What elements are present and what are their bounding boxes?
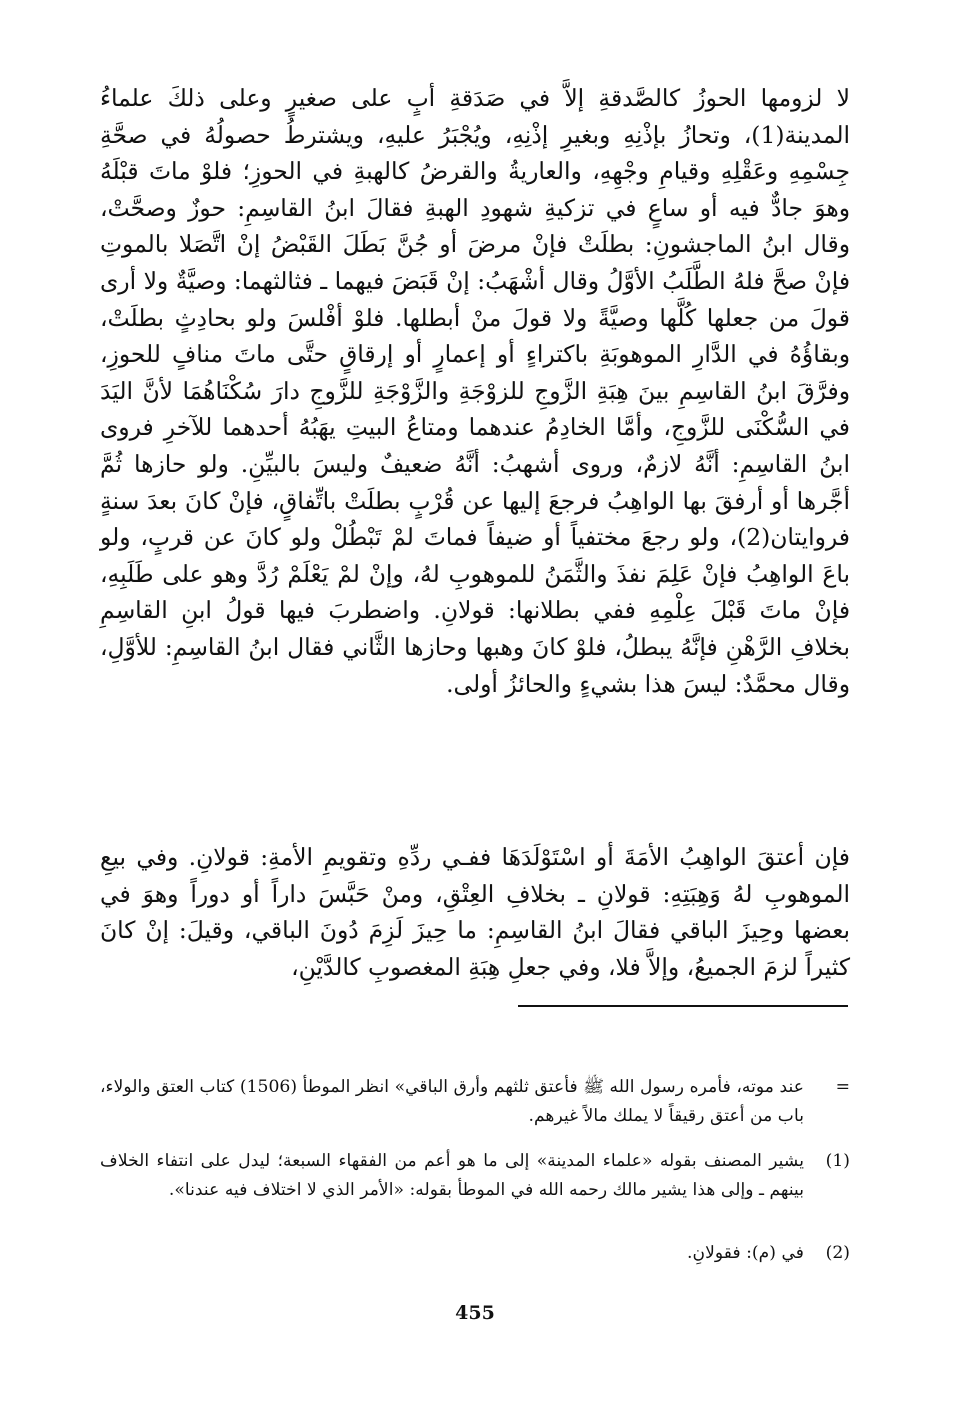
footnote-continuation [100, 1073, 850, 1131]
body-paragraph-2: فإن أعتقَ الواهِبُ الأمَةَ أو اسْتَوْلَدَهَا ففـي ردِّهِ وتقويمِ الأمةِ: قولانِ. وفي بيعِ الموهوبِ لهُ وَهِبَتِهِ: قولانِ ـ بخلافِ العِتْقِ، ومنْ حَبَّسَ داراً أو دوراً وهوَ في بعضها وحِيزَ الباقي فقالَ ابنُ القاسِمِ: ما حِيزَ لَزِمَ دُونَ الباقي، وقيلَ: إنْ كانَ كثيراً لزمَ الجميعُ، وإلاَّ فلا، وفي جعلِ هِبَةِ المغصوبِ كالدَّيْنِ، [100, 843, 850, 981]
footnote-2 [100, 1239, 850, 1268]
footnote-text: يشير المصنف بقوله «علماء المدينة» إلى ما هو أعم من الفقهاء السبعة؛ ليدل على انتفاء الخلاف بينهم ـ وإلى هذا يشير مالك رحمه الله في الموطأ بقوله: «الأمر الذي لا اختلاف فيه عندنا». [100, 1151, 804, 1200]
footnote-text: في (م): فقولانِ. [687, 1243, 804, 1263]
footnote-1 [100, 1147, 850, 1205]
footnote-marker: = [835, 1077, 850, 1097]
body-paragraph-1: لا لزومها الحوزُ كالصَّدقةِ إلاَّ في صَدَقةِ أبٍ على صغيرٍ وعلى ذلكَ علماءُ المدينة(1)، وتحازُ بإذْنِهِ وبغيرِ إذْنِهِ، ويُجْبَرُ عليهِ، ويشترطُ حصولُهُ في صحَّةِ جِسْمِهِ وعَقْلِهِ وقيامِ وجْهِهِ، والعاريةُ والقرضُ كالهبةِ في الحوزِ؛ فلوْ ماتَ قبْلَهُ وهوَ جادٌّ فيه أو ساعٍ في تزكيةِ شهودِ الهبةِ فقالَ ابنُ القاسِمِ: حوزٌ وصحَّتْ، وقال ابنُ الماجشونِ: بطلَتْ فإنْ مرضَ أو جُنَّ بَطَلَ القَبْضُ إنْ اتَّصَلا بالموتِ فإنْ صحَّ فلهُ الطَّلَبُ الأوَّلُ وقال أشْهَبُ: إنْ قَبَضَ فيهما ـ فثالثهما: وصيَّةٌ ولا أرى قولَ من جعلها كُلَّها وصيَّةً ولا قولَ منْ أبطلها. فلوْ أفْلسَ ولو بحادِثٍ بطلَتْ، وبقاؤُهُ في الدَّارِ الموهوبَةِ باكتراءٍ أو إعمارٍ أو إرقاقٍ حتَّى ماتَ منافٍ للحوزِ، وفرَّقَ ابنُ القاسِمِ بينَ هِبَةِ الزَّوجِ للزوْجَةِ والزَّوْجَةِ للزَّوجِ دارَ سُكْنَاهُمَا لأنَّ اليَدَ في السُّكْنَى للزَّوجِ، وأمَّا الخادِمُ عندهما ومتاعُ البيتِ يهَبُهُ أحدهما للآخرِ فروى ابنُ القاسِمِ: أنَّهُ لازمٌ، وروى أشهبُ: أنَّهُ ضعيفٌ وليسَ بالبيِّنِ. ولو حازها ثُمَّ أجَّرها أو أرفقَ بها الواهِبُ فرجعَ إليها عن قُرْبٍ بطلَتْ باتِّفاقٍ، فإنْ كانَ بعدَ سنةٍ فروايتان(2)، ولو رجعَ مختفياً أو ضيفاً فماتَ لمْ تَبْطُلْ ولو كانَ عن قربٍ، ولو باعَ الواهِبُ فإنْ عَلِمَ نفذَ والثَّمَنُ للموهوبِ لهُ، وإنْ لمْ يَعْلَمْ رُدَّ وهو على طَلَبِهِ، فإنْ ماتَ قَبْلَ عِلْمِهِ ففي بطلانها: قولانِ. واضطربَ فيها قولُ ابنِ القاسِمِ بخلافِ الرَّهْنِ فإنَّهُ يبطلُ، فلوْ كانَ وهبها وحازها الثَّاني فقال ابنُ القاسِمِ: للأوَّلِ، وقال محمَّدٌ: ليسَ هذا بشيءٍ والحائزُ أولى. [100, 84, 850, 698]
footnote-text: عند موته، فأمره رسول الله ﷺ فأعتق ثلثهم وأرق الباقي» انظر الموطأ (1506) كتاب العتق والولاء، باب من أعتق رقيقاً لا يملك مالاً غيرهم. [100, 1077, 804, 1126]
footnote-marker: (1) [825, 1151, 850, 1171]
footnote-separator [518, 1005, 848, 1007]
footnote-marker: (2) [825, 1243, 850, 1263]
page-number: 455 [455, 1302, 495, 1324]
book-page [100, 70, 850, 1390]
